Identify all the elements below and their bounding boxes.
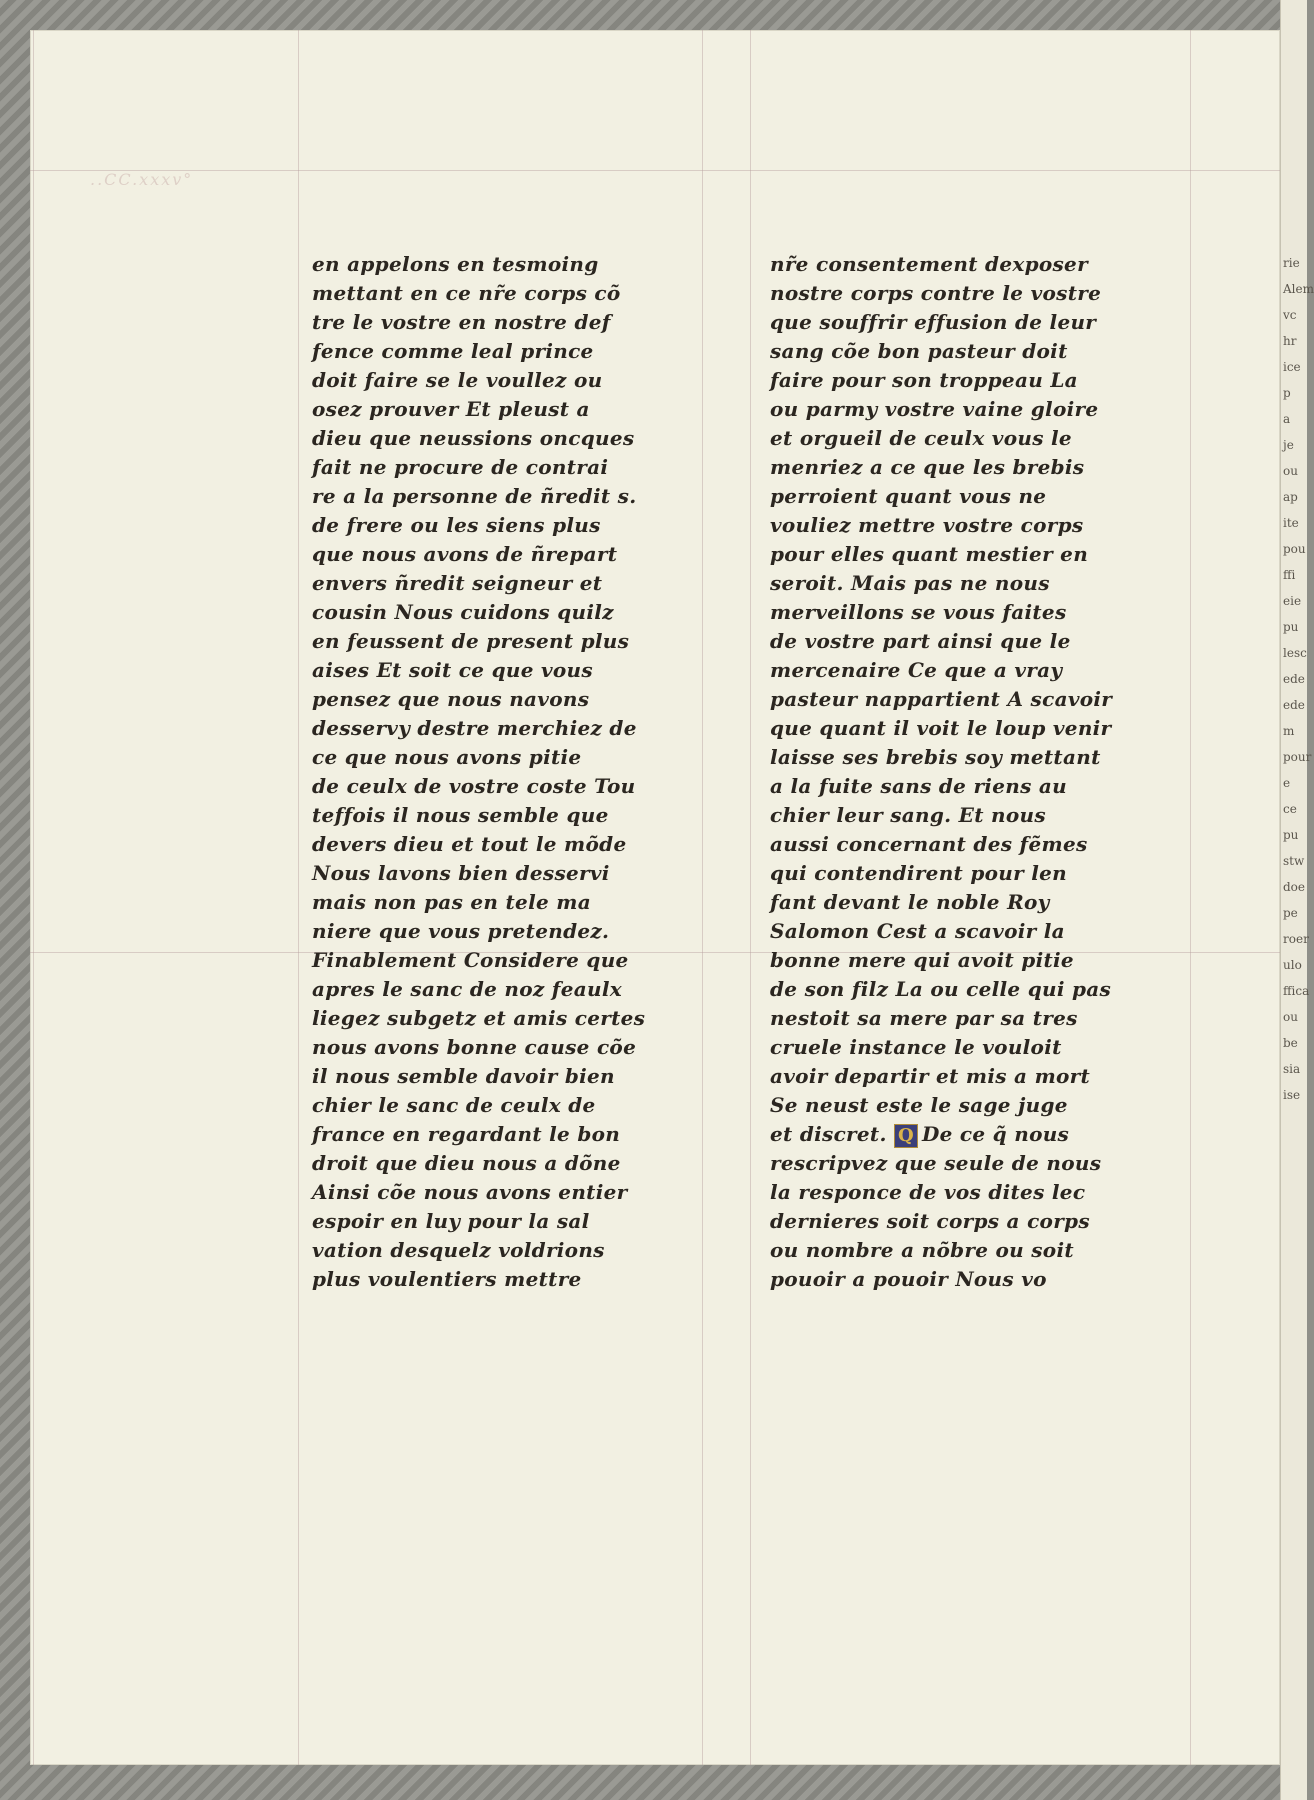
facing-page-fragment: ice — [1283, 360, 1301, 374]
left-column-line: Ainsi cõe nous avons entier — [312, 1180, 628, 1204]
left-column-line: droit que dieu nous a dõne — [312, 1151, 621, 1175]
right-column-line: menriez a ce que les brebis — [770, 455, 1085, 479]
left-column-line: liegez subgetz et amis certes — [312, 1006, 646, 1030]
left-column-line: en appelons en tesmoing — [312, 252, 599, 276]
left-column-line: il nous semble davoir bien — [312, 1064, 615, 1088]
left-column-line: doit faire se le voullez ou — [312, 368, 603, 392]
right-column-line: faire pour son troppeau La — [770, 368, 1078, 392]
facing-page-fragment: e — [1283, 776, 1291, 790]
illuminated-initial: Q — [894, 1124, 918, 1148]
left-column-line: de frere ou les siens plus — [312, 513, 601, 537]
ruling-line — [33, 30, 34, 1765]
facing-page-fragment: roer — [1283, 932, 1309, 946]
left-column-line: en feussent de present plus — [312, 629, 630, 653]
left-column-line: re a la personne de ñredit s. — [312, 484, 637, 508]
right-column-line: fant devant le noble Roy — [770, 890, 1050, 914]
left-column-line: aises Et soit ce que vous — [312, 658, 593, 682]
right-column-line: mercenaire Ce que a vray — [770, 658, 1063, 682]
right-column-line: cruele instance le vouloit — [770, 1035, 1062, 1059]
left-column-line: dieu que neussions oncques — [312, 426, 635, 450]
left-column-line: desservy destre merchiez de — [312, 716, 637, 740]
ruling-line — [1190, 30, 1191, 1765]
text-column-left — [312, 250, 712, 1294]
facing-page-fragment: be — [1283, 1036, 1298, 1050]
right-column-line: bonne mere qui avoit pitie — [770, 948, 1074, 972]
facing-page-fragment: doe — [1283, 880, 1306, 894]
right-column-line: que souffrir effusion de leur — [770, 310, 1097, 334]
right-column-line: de son filz La ou celle qui pas — [770, 977, 1112, 1001]
facing-page-fragment: ap — [1283, 490, 1298, 504]
right-column-line: Se neust este le sage juge — [770, 1093, 1068, 1117]
facing-page-fragment: je — [1283, 438, 1294, 452]
facing-page-edge — [1280, 0, 1314, 1800]
left-column-line: que nous avons de ñrepart — [312, 542, 618, 566]
right-column-line: nestoit sa mere par sa tres — [770, 1006, 1078, 1030]
facing-page-fragment: lesc — [1283, 646, 1307, 660]
right-column-line: dernieres soit corps a corps — [770, 1209, 1090, 1233]
right-column-line: et discret. Q De ce q̃ nous — [770, 1122, 1070, 1146]
ruling-line — [298, 30, 299, 1765]
ruling-line — [750, 30, 751, 1765]
facing-page-fragment: m — [1283, 724, 1295, 738]
facing-page-fragment: stw — [1283, 854, 1305, 868]
right-column-line: chier leur sang. Et nous — [770, 803, 1046, 827]
left-column-line: Finablement Considere que — [312, 948, 629, 972]
left-column-line: devers dieu et tout le mõde — [312, 832, 627, 856]
left-column-line: envers ñredit seigneur et — [312, 571, 603, 595]
facing-page-fragment: ce — [1283, 802, 1297, 816]
facing-page-fragment: ise — [1283, 1088, 1301, 1102]
left-column-line: mettant en ce nr̃e corps cõ — [312, 281, 621, 305]
left-column-line: vation desquelz voldrions — [312, 1238, 605, 1262]
facing-page-fragment: ffi — [1283, 568, 1296, 582]
right-column-line: rescripvez que seule de nous — [770, 1151, 1102, 1175]
right-column-line: merveillons se vous faites — [770, 600, 1067, 624]
left-column-line: tre le vostre en nostre def — [312, 310, 611, 334]
left-column-line: pensez que nous navons — [312, 687, 590, 711]
right-column-line: Salomon Cest a scavoir la — [770, 919, 1065, 943]
left-column-line: france en regardant le bon — [312, 1122, 621, 1146]
right-column-line: qui contendirent pour len — [770, 861, 1067, 885]
facing-page-fragment: vc — [1283, 308, 1297, 322]
facing-page-text — [1281, 250, 1314, 1108]
facing-page-fragment: pour — [1283, 750, 1312, 764]
facing-page-fragment: pu — [1283, 620, 1299, 634]
right-column-line: nr̃e consentement dexposer — [770, 252, 1088, 276]
right-column-line: seroit. Mais pas ne nous — [770, 571, 1050, 595]
right-column-line: perroient quant vous ne — [770, 484, 1047, 508]
facing-page-fragment: ffica — [1283, 984, 1310, 998]
facing-page-fragment: eie — [1283, 594, 1302, 608]
facing-page-fragment: ite — [1283, 516, 1299, 530]
facing-page-fragment: a — [1283, 412, 1291, 426]
left-column-line: apres le sanc de noz feaulx — [312, 977, 622, 1001]
left-column-line: fence comme leal prince — [312, 339, 594, 363]
facing-page-fragment: ulo — [1283, 958, 1302, 972]
facing-page-fragment: sia — [1283, 1062, 1301, 1076]
left-column-line: cousin Nous cuidons quilz — [312, 600, 614, 624]
left-column-line: ce que nous avons pitie — [312, 745, 582, 769]
facing-page-fragment: ede — [1283, 672, 1305, 686]
right-column-line: pouoir a pouoir Nous vo — [770, 1267, 1047, 1291]
text-column-right — [770, 250, 1170, 1294]
facing-page-fragment: ede — [1283, 698, 1305, 712]
right-column-line: pour elles quant mestier en — [770, 542, 1089, 566]
facing-page-fragment: ou — [1283, 1010, 1298, 1024]
folio-margin-note: ..CC.xxxv° — [90, 170, 194, 189]
right-column-line: avoir departir et mis a mort — [770, 1064, 1091, 1088]
facing-page-fragment: ou — [1283, 464, 1298, 478]
right-column-line: aussi concernant des fẽmes — [770, 832, 1088, 856]
facing-page-fragment: pou — [1283, 542, 1306, 556]
ruling-line — [30, 170, 1280, 171]
facing-page-fragment: Alem — [1283, 282, 1314, 296]
right-column-line: nostre corps contre le vostre — [770, 281, 1102, 305]
right-column-line: de vostre part ainsi que le — [770, 629, 1071, 653]
left-column-line: de ceulx de vostre coste Tou — [312, 774, 636, 798]
left-column-line: mais non pas en tele ma — [312, 890, 591, 914]
facing-page-fragment: p — [1283, 386, 1291, 400]
facing-page-fragment: pu — [1283, 828, 1299, 842]
left-column-line: plus voulentiers mettre — [312, 1267, 582, 1291]
right-column-line: sang cõe bon pasteur doit — [770, 339, 1068, 363]
left-column-line: fait ne procure de contrai — [312, 455, 609, 479]
right-column-line: que quant il voit le loup venir — [770, 716, 1112, 740]
left-column-line: osez prouver Et pleust a — [312, 397, 590, 421]
left-column-line: chier le sanc de ceulx de — [312, 1093, 596, 1117]
right-column-line: ou nombre a nõbre ou soit — [770, 1238, 1074, 1262]
right-column-line: a la fuite sans de riens au — [770, 774, 1067, 798]
right-column-line: et orgueil de ceulx vous le — [770, 426, 1072, 450]
facing-page-fragment: rie — [1283, 256, 1300, 270]
right-column-line: ou parmy vostre vaine gloire — [770, 397, 1099, 421]
right-column-line: la responce de vos dites lec — [770, 1180, 1086, 1204]
facing-page-fragment: pe — [1283, 906, 1298, 920]
facing-page-fragment: hr — [1283, 334, 1297, 348]
right-column-line: vouliez mettre vostre corps — [770, 513, 1084, 537]
left-column-line: espoir en luy pour la sal — [312, 1209, 590, 1233]
left-column-line: Nous lavons bien desservi — [312, 861, 610, 885]
right-column-line: pasteur nappartient A scavoir — [770, 687, 1113, 711]
left-column-line: niere que vous pretendez. — [312, 919, 610, 943]
right-column-line: laisse ses brebis soy mettant — [770, 745, 1101, 769]
left-column-line: nous avons bonne cause cõe — [312, 1035, 637, 1059]
left-column-line: teffois il nous semble que — [312, 803, 609, 827]
